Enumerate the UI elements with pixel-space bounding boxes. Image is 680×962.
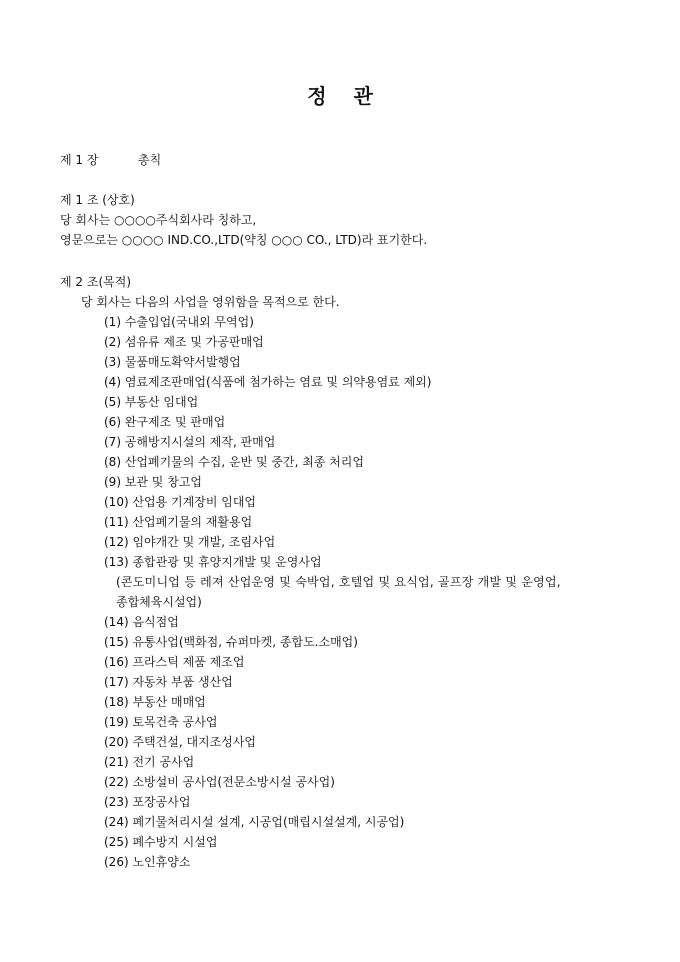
purpose-item: (14) 음식점업 xyxy=(104,615,179,629)
purpose-item: (24) 폐기물처리시설 설계, 시공업(매립시설설계, 시공업) xyxy=(104,815,405,829)
purpose-item-note: 종합체육시설업) xyxy=(116,595,202,609)
article-2-intro: 당 회사는 다음의 사업을 영위함을 목적으로 한다. xyxy=(81,295,340,309)
purpose-item: (23) 포장공사업 xyxy=(104,795,191,809)
purpose-item: (22) 소방설비 공사업(전문소방시설 공사업) xyxy=(104,775,335,789)
purpose-item: (3) 물품매도확약서발행업 xyxy=(104,355,241,369)
purpose-item: (20) 주택건설, 대지조성사업 xyxy=(104,735,256,749)
purpose-item: (4) 염료제조판매업(식품에 첨가하는 염료 및 의약용염료 제외) xyxy=(104,375,432,389)
purpose-item: (26) 노인휴양소 xyxy=(104,855,191,869)
article-1-line: 영문으로는 ○○○○ IND.CO.,LTD(약칭 ○○○ CO., LTD)라 표기한다. xyxy=(60,233,428,247)
purpose-item: (11) 산업폐기물의 재활용업 xyxy=(104,515,253,529)
purpose-item: (10) 산업용 기계장비 임대업 xyxy=(104,495,256,509)
document-title: 정 관 xyxy=(307,84,383,108)
purpose-item: (15) 유통사업(백화점, 슈퍼마켓, 종합도.소매업) xyxy=(104,635,358,649)
purpose-item: (7) 공해방지시설의 제작, 판매업 xyxy=(104,435,276,449)
purpose-item: (12) 임야개간 및 개발, 조림사업 xyxy=(104,535,276,549)
chapter-number: 제 1 장 xyxy=(60,153,99,167)
article-1-line: 당 회사는 ○○○○주식회사라 칭하고, xyxy=(60,213,257,227)
chapter-title: 총칙 xyxy=(138,153,162,167)
purpose-item: (16) 프라스틱 제품 제조업 xyxy=(104,655,245,669)
article-1-heading: 제 1 조 (상호) xyxy=(60,193,135,207)
purpose-item: (2) 섬유류 제조 및 가공판매업 xyxy=(104,335,264,349)
purpose-item: (5) 부동산 임대업 xyxy=(104,395,199,409)
purpose-item: (6) 완구제조 및 판매업 xyxy=(104,415,226,429)
purpose-item: (13) 종합관광 및 휴양지개발 및 운영사업 xyxy=(104,555,322,569)
article-2-heading: 제 2 조(목적) xyxy=(60,275,131,289)
chapter-heading xyxy=(60,150,161,170)
purpose-item: (17) 자동차 부품 생산업 xyxy=(104,675,233,689)
purpose-item: (19) 토목건축 공사업 xyxy=(104,715,218,729)
purpose-item-note: (콘도미니업 등 레져 산업운영 및 숙박업, 호텔업 및 요식업, 골프장 개발 및 운영업, xyxy=(116,575,561,589)
purpose-item: (25) 폐수방지 시설업 xyxy=(104,835,218,849)
purpose-item: (1) 수출입업(국내외 무역업) xyxy=(104,315,254,329)
purpose-item: (21) 전기 공사업 xyxy=(104,755,195,769)
purpose-item: (18) 부동산 매매업 xyxy=(104,695,206,709)
purpose-item: (9) 보관 및 창고업 xyxy=(104,475,202,489)
purpose-item: (8) 산업폐기물의 수집, 운반 및 중간, 최종 처리업 xyxy=(104,455,364,469)
